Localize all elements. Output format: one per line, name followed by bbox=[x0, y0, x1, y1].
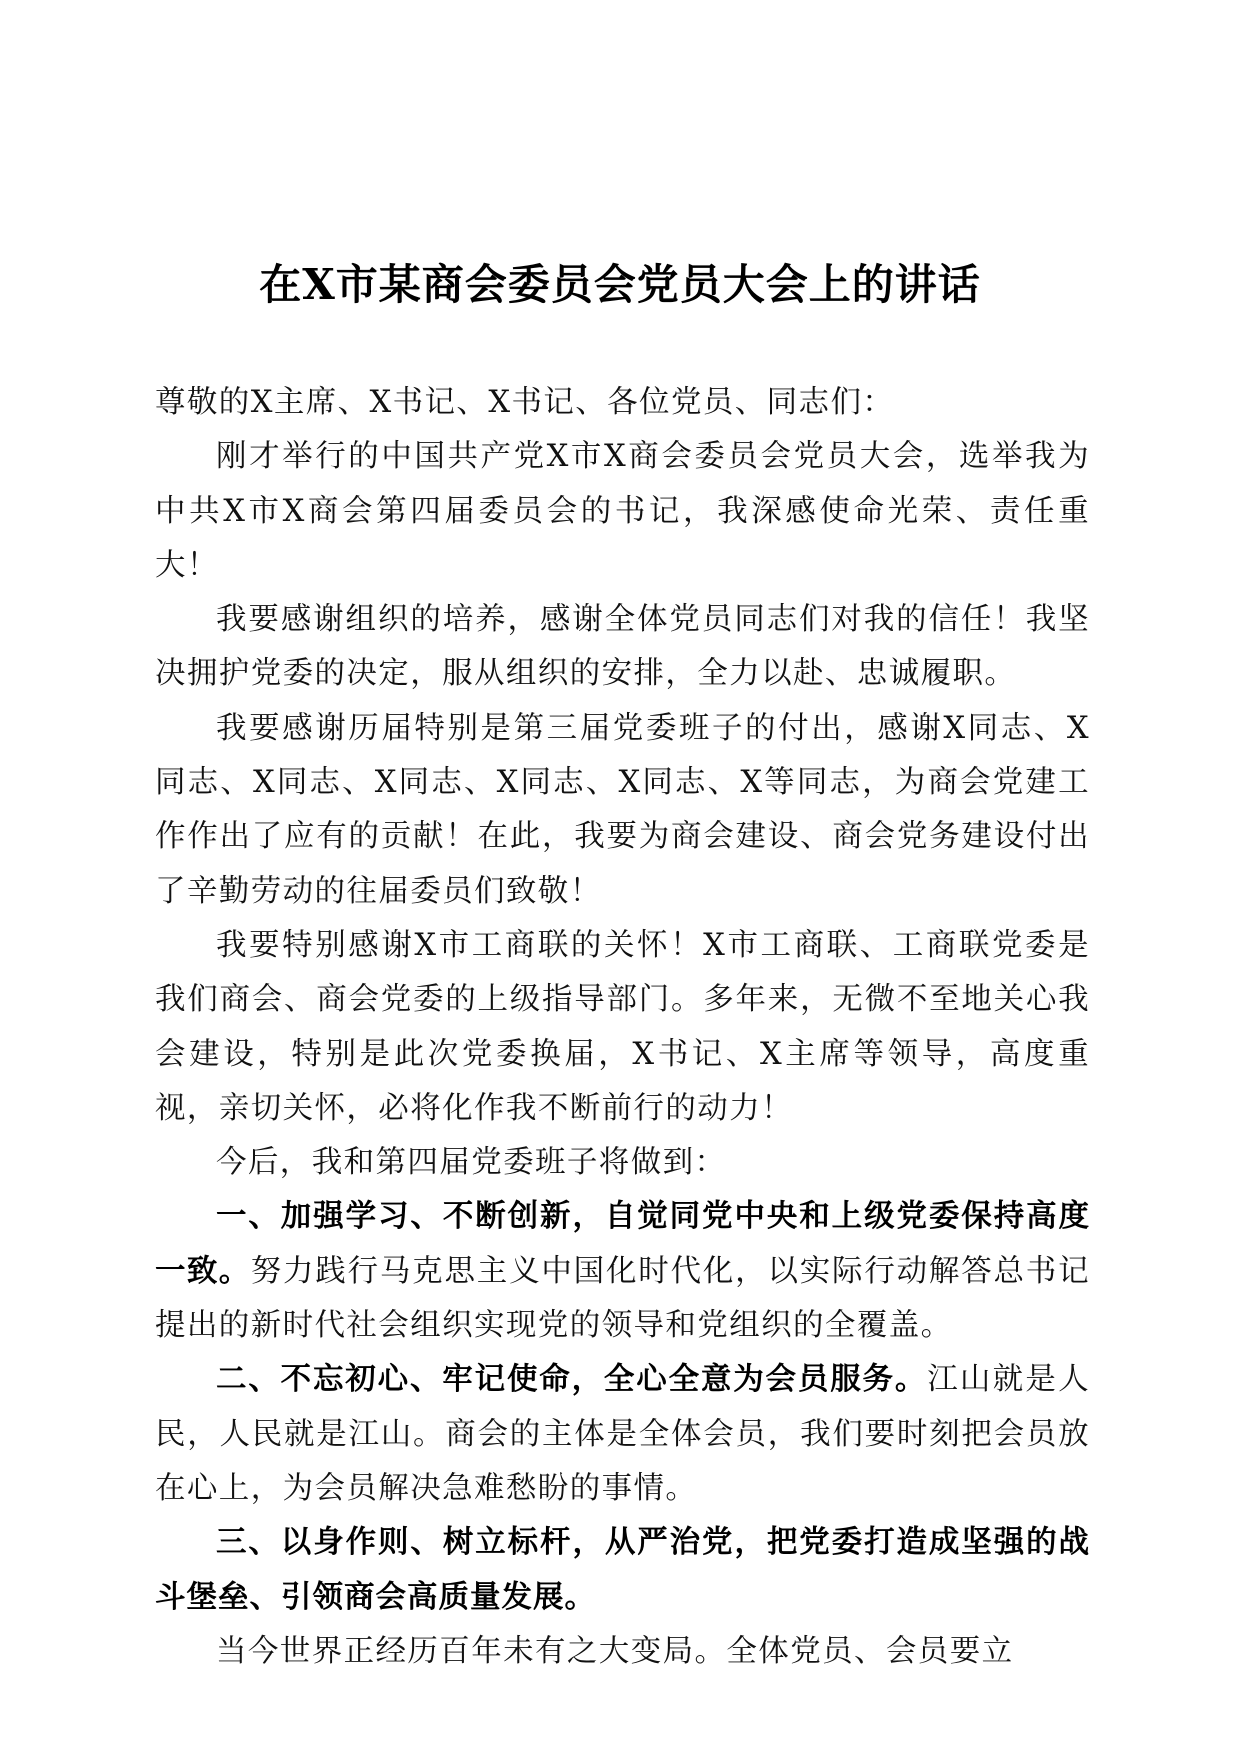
paragraph-5: 今后，我和第四届党委班子将做到： bbox=[216, 1145, 727, 1181]
point-2-heading: 二、不忘初心、牢记使命，全心全意为会员服务。 bbox=[216, 1362, 928, 1398]
point-1-text: 努力践行马克思主义中国化时代化，以实际行动解答总书记提出的新时代社会组织实现党的领导和党组织的全覆盖。 bbox=[155, 1253, 1091, 1344]
closing-paragraph: 当今世界正经历百年未有之大变局。全体党员、会员要立 bbox=[216, 1633, 1014, 1669]
point-3 bbox=[155, 1516, 1090, 1625]
paragraph-2: 我要感谢组织的培养，感谢全体党员同志们对我的信任！我坚决拥护党委的决定，服从组织的安排，全力以赴、忠诚履职。 bbox=[155, 602, 1090, 692]
point-2 bbox=[155, 1353, 1090, 1516]
point-3-heading: 三、以身作则、树立标杆，从严治党，把党委打造成坚强的战斗堡垒、引领商会高质量发展。 bbox=[155, 1525, 1090, 1615]
point-1 bbox=[155, 1190, 1090, 1353]
salutation: 尊敬的X主席、X书记、X书记、各位党员、同志们： bbox=[155, 385, 895, 420]
paragraph-1: 刚才举行的中国共产党X市X商会委员会党员大会，选举我为中共X市X商会第四届委员会的书记，我深感使命光荣、责任重大！ bbox=[155, 439, 1090, 583]
paragraph-4: 我要特别感谢X市工商联的关怀！X市工商联、工商联党委是我们商会、商会党委的上级指导部门。多年来，无微不至地关心我会建设，特别是此次党委换届，X书记、X主席等领导，高度重视，亲切关怀，必将化作我不断前行的动力！ bbox=[155, 927, 1090, 1126]
point-2-text: 江山就是人民，人民就是江山。商会的主体是全体会员，我们要时刻把会员放在心上，为会员解决急难愁盼的事情。 bbox=[155, 1362, 1091, 1506]
paragraph-3: 我要感谢历届特别是第三届党委班子的付出，感谢X同志、X同志、X同志、X同志、X同志、X同志、X等同志，为商会党建工作作出了应有的贡献！在此，我要为商会建设、商会党务建设付出了辛勤劳动的往届委员们致敬！ bbox=[155, 710, 1090, 909]
document-body bbox=[155, 376, 1090, 1679]
document-title: 在X市某商会委员会党员大会上的讲话 bbox=[259, 260, 981, 309]
point-1-heading: 一、加强学习、不断创新，自觉同党中央和上级党委保持高度一致。 bbox=[155, 1199, 1090, 1289]
